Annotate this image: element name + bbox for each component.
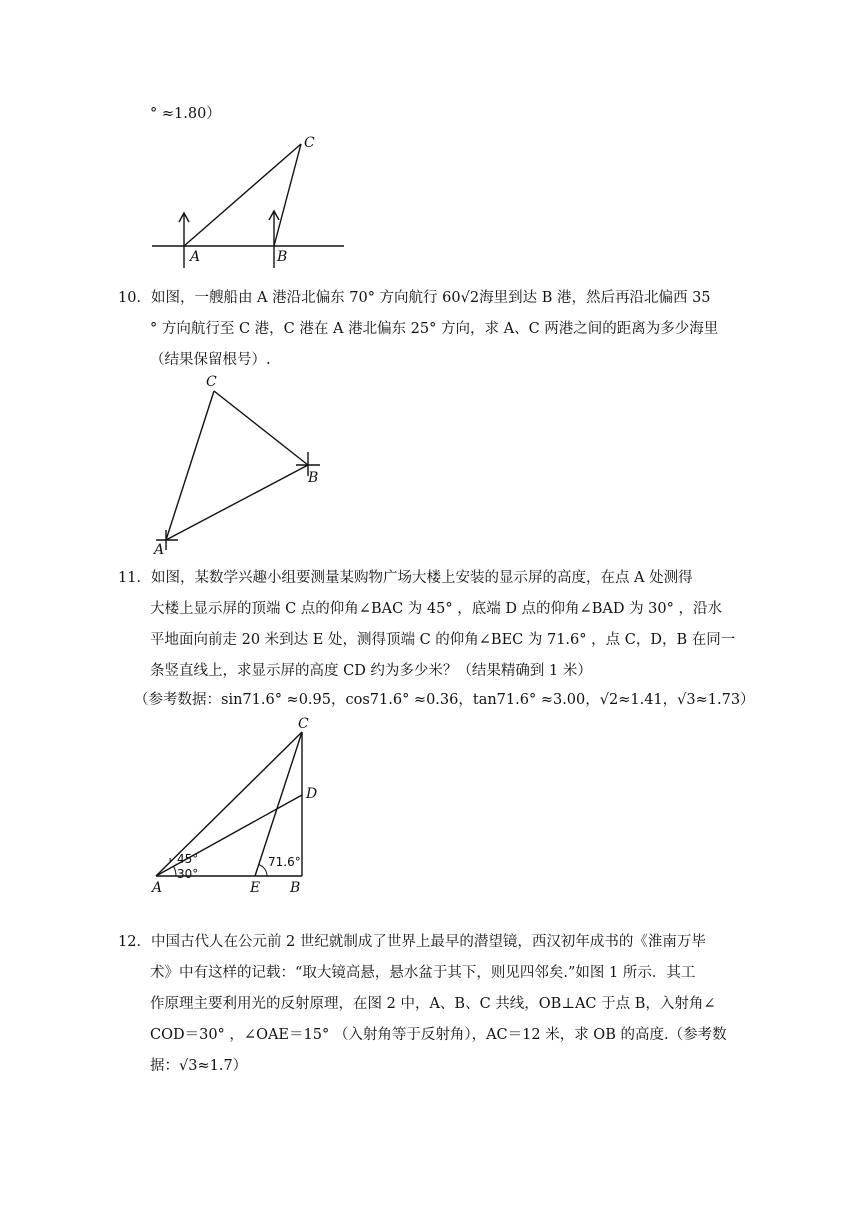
fig11-label-a: A (152, 880, 163, 896)
figure-q11 (148, 716, 338, 898)
q11-text-1: 如图，某数学兴趣小组要测量某购物广场大楼上安装的显示屏的高度，在点 A 处测得 (150, 570, 693, 586)
q11-line2: 大楼上显示屏的顶端 C 点的仰角∠BAC 为 45° ，底端 D 点的仰角∠BAD 为 30° ，沿水 (150, 601, 722, 617)
q11-line4: 条竖直线上，求显示屏的高度 CD 约为多少米？（结果精确到 1 米） (150, 663, 592, 679)
angle-arc-e (259, 865, 267, 876)
segment-cb (214, 391, 308, 465)
segment-ac (184, 144, 301, 246)
q12-line4: COD＝30° ，∠OAE＝15° （入射角等于反射角），AC＝12 米，求 OB 的高度.（参考数 (150, 1027, 727, 1043)
fig11-angle-45: 45° (177, 852, 199, 866)
segment-bc (274, 144, 301, 246)
figure-q10 (148, 372, 328, 562)
fig9-label-c: C (304, 135, 315, 151)
q10-line3: （结果保留根号）. (150, 352, 271, 368)
fig11-label-b: B (290, 880, 301, 896)
fig9-label-b: B (277, 249, 288, 265)
segment-ab (166, 465, 308, 540)
fig11-angle-71-6: 71.6° (268, 855, 301, 869)
q12-line2: 术》中有这样的记载：“取大镜高悬，悬水盆于其下，则见四邻矣.”如图 1 所示．其工 (150, 965, 696, 981)
fig10-label-a: A (154, 542, 165, 558)
q9-tail-text: ° ≈1.80） (150, 106, 221, 122)
figure-q9 (150, 132, 350, 272)
q12-number: 12． (118, 934, 151, 950)
segment-ac (166, 391, 214, 540)
q10-line1 (118, 288, 711, 308)
fig11-angle-30: 30° (177, 867, 199, 881)
q10-line2: ° 方向航行至 C 港，C 港在 A 港北偏东 25° 方向，求 A、C 两港之间的距离为多少海里 (150, 321, 719, 337)
q12-line1 (118, 932, 706, 952)
q10-number: 10． (118, 290, 151, 306)
fig11-label-e: E (250, 880, 261, 896)
q12-line3: 作原理主要利用光的反射原理，在图 2 中，A、B、C 共线，OB⊥AC 于点 B，入射角∠ (150, 996, 716, 1012)
q10-text-1: 如图，一艘船由 A 港沿北偏东 70° 方向航行 60√2海里到达 B 港，然后再沿北偏西 35 (150, 290, 711, 306)
angle-arc-a (174, 866, 177, 876)
q11-line3: 平地面向前走 20 米到达 E 处，测得顶端 C 的仰角∠BEC 为 71.6° ，点 C，D，B 在同一 (150, 632, 736, 648)
angle-arc-a-2 (170, 858, 171, 862)
fig11-label-c: C (298, 716, 309, 732)
fig9-label-a: A (190, 249, 201, 265)
fig10-label-c: C (206, 374, 217, 390)
q11-line1 (118, 568, 693, 588)
q11-number: 11． (118, 570, 151, 586)
fig10-label-b: B (308, 470, 319, 486)
fig11-label-d: D (306, 786, 318, 802)
q12-line5: 据：√3≈1.7） (150, 1058, 248, 1074)
q12-text-1: 中国古代人在公元前 2 世纪就制成了世界上最早的潜望镜，西汉初年成书的《淮南万毕 (150, 934, 706, 950)
q11-reference-data: （参考数据：sin71.6° ≈0.95，cos71.6° ≈0.36，tan71.6° ≈3.00，√2≈1.41，√3≈1.73） (134, 692, 755, 708)
